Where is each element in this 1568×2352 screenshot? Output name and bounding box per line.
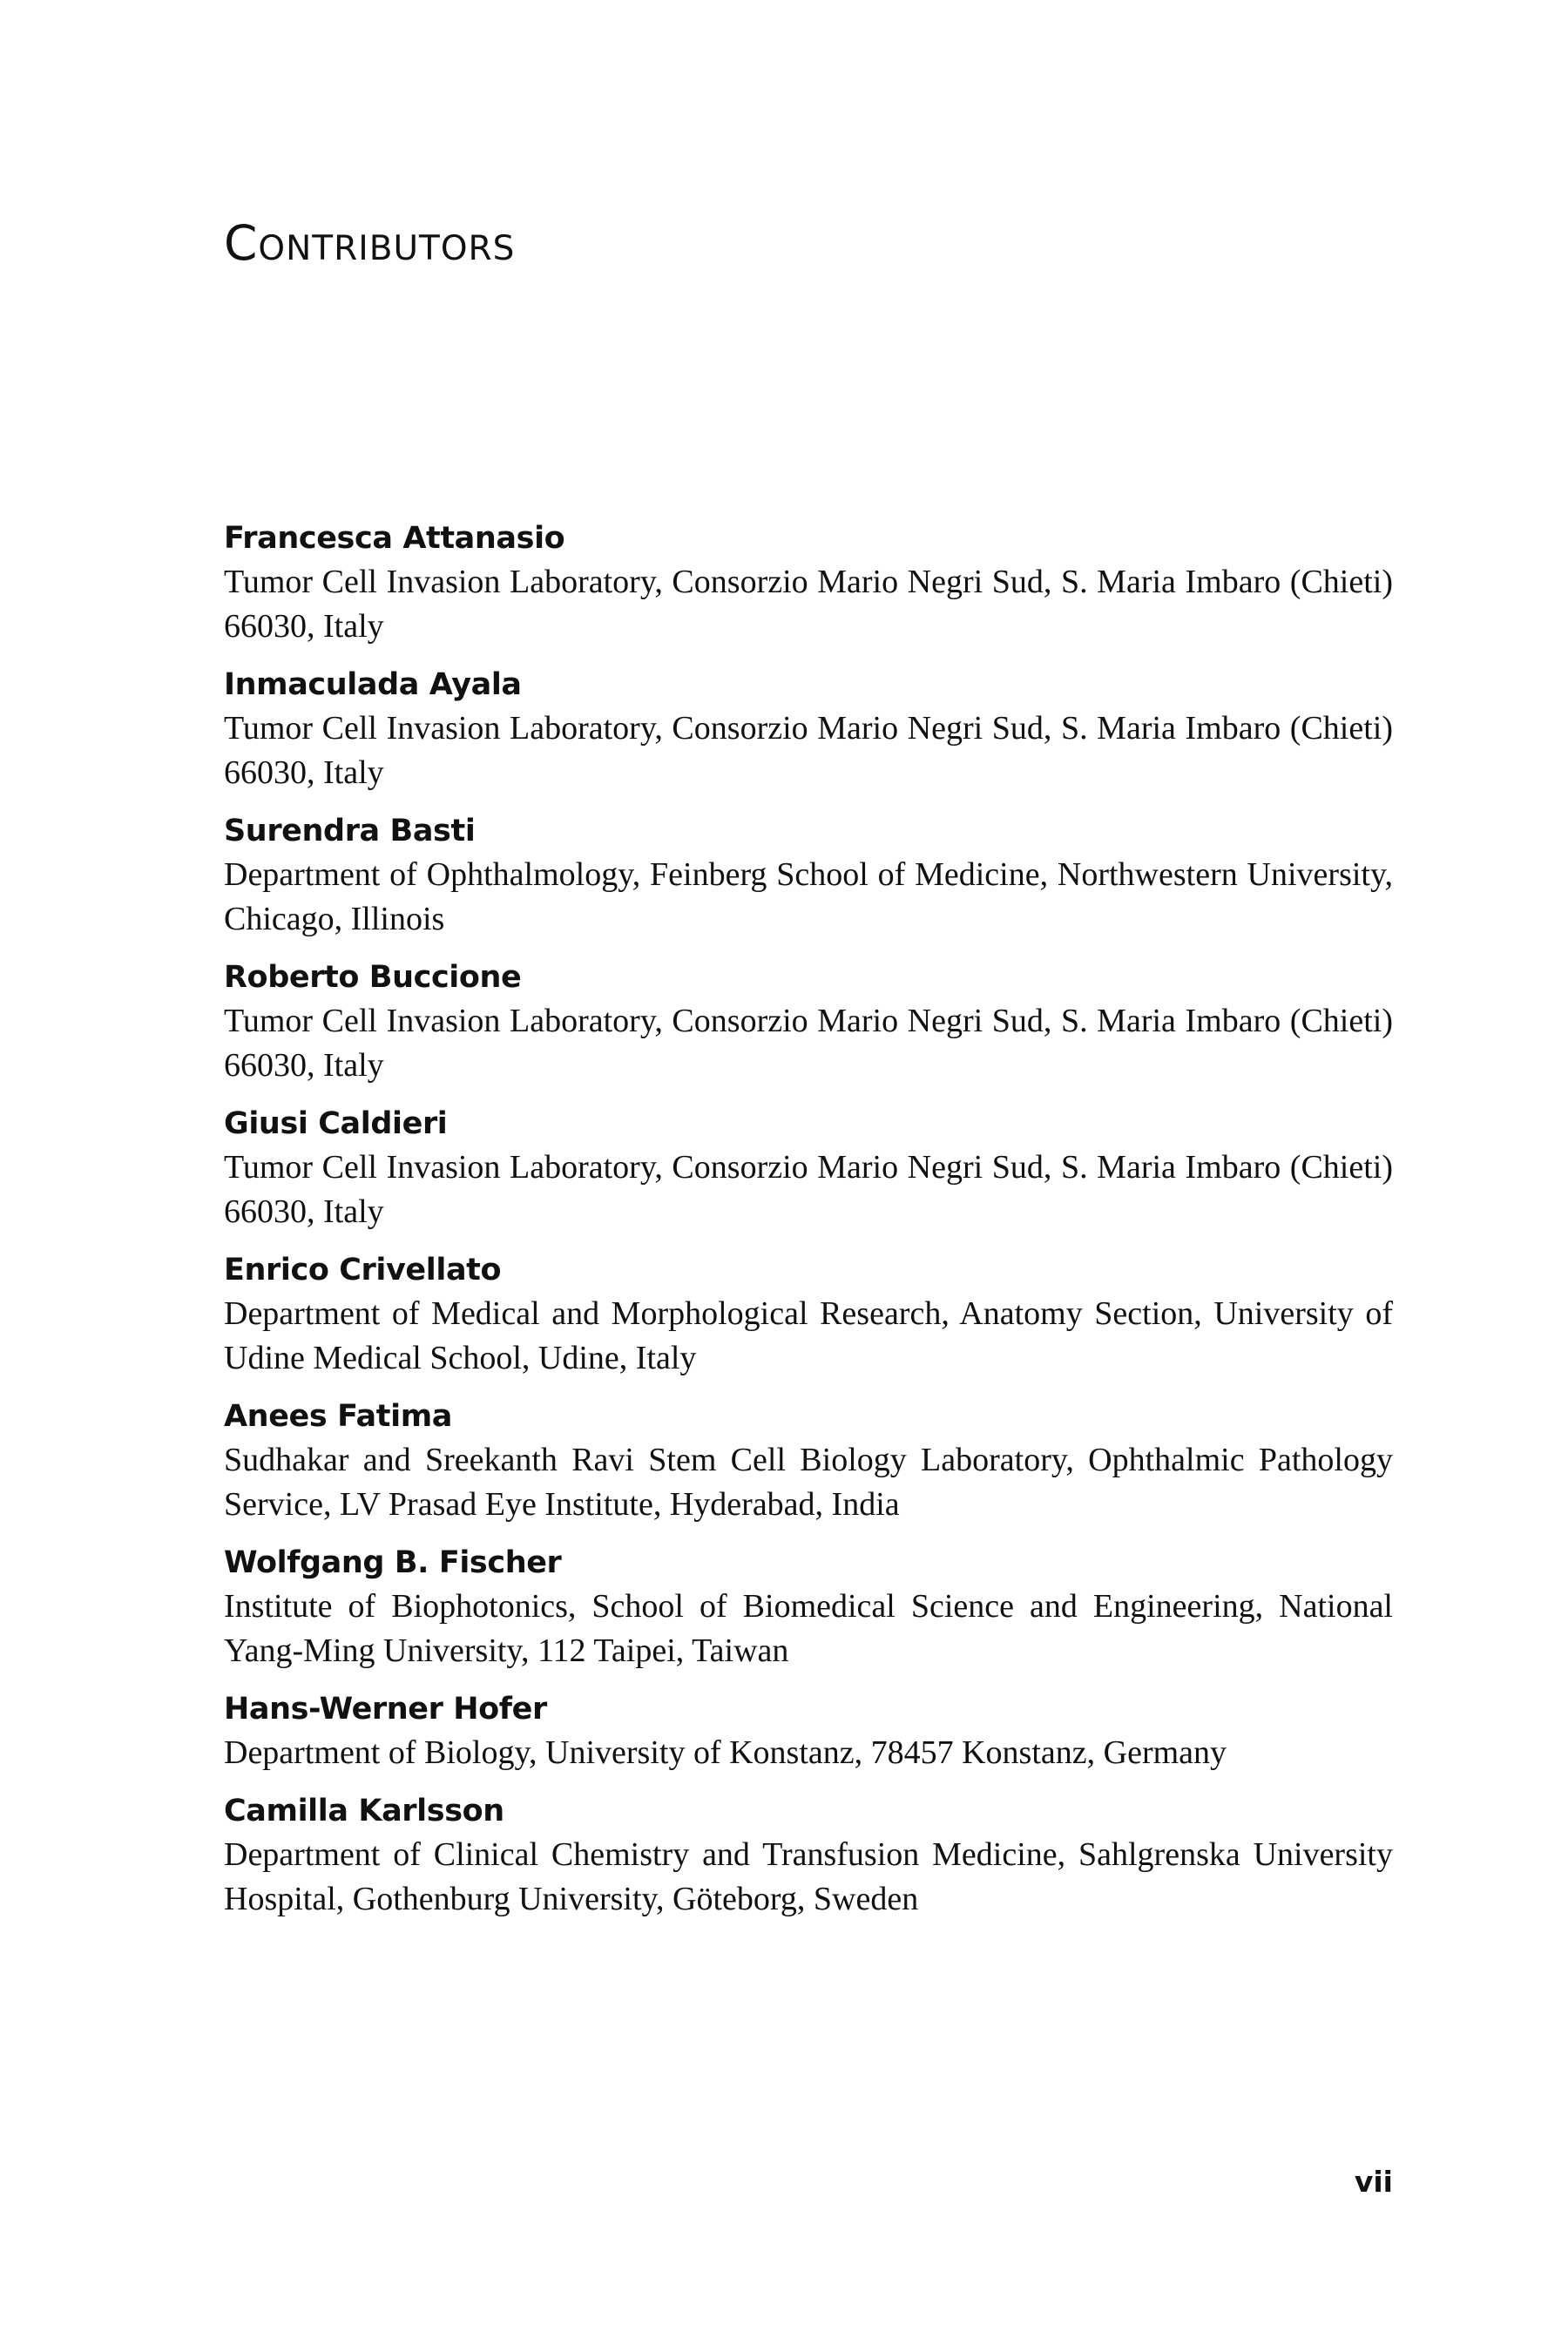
contributor-entry	[224, 517, 1393, 649]
contributor-affiliation: Department of Biology, University of Konstanz, 78457 Konstanz, Germany	[224, 1734, 1227, 1771]
contributor-affiliation: Tumor Cell Invasion Laboratory, Consorzio Mario Negri Sud, S. Maria Imbaro (Chieti) 66030, Italy	[224, 564, 1393, 645]
contributor-name: Anees Fatima	[224, 1399, 452, 1434]
contributor-entry	[224, 1396, 1393, 1527]
contributor-entry	[224, 1790, 1393, 1922]
page-number: vii	[1354, 2165, 1393, 2199]
contributor-entry	[224, 1249, 1393, 1381]
contributor-affiliation: Tumor Cell Invasion Laboratory, Consorzio Mario Negri Sud, S. Maria Imbaro (Chieti) 66030, Italy	[224, 710, 1393, 791]
contributor-affiliation: Institute of Biophotonics, School of Biomedical Science and Engineering, National Yang-Ming University, 112 Taipei, Taiwan	[224, 1588, 1393, 1669]
contributor-entry	[224, 1103, 1393, 1234]
contributor-name: Inmaculada Ayala	[224, 667, 522, 702]
contributor-entry	[224, 664, 1393, 795]
contributor-entry	[224, 1542, 1393, 1673]
page-title: Contributors	[224, 215, 516, 271]
contributor-name: Camilla Karlsson	[224, 1794, 504, 1828]
contributor-name: Enrico Crivellato	[224, 1253, 502, 1288]
contributor-affiliation: Tumor Cell Invasion Laboratory, Consorzio Mario Negri Sud, S. Maria Imbaro (Chieti) 66030, Italy	[224, 1003, 1393, 1084]
contributor-name: Hans-Werner Hofer	[224, 1692, 547, 1727]
contributor-affiliation: Department of Clinical Chemistry and Transfusion Medicine, Sahlgrenska University Hospital, Gothenburg University, Göteborg, Sweden	[224, 1836, 1393, 1917]
contributor-entry	[224, 810, 1393, 942]
contributor-name: Francesca Attanasio	[224, 521, 565, 556]
contributor-affiliation: Department of Medical and Morphological Research, Anatomy Section, University of Udine Medical School, Udine, Italy	[224, 1295, 1393, 1376]
contributor-affiliation: Tumor Cell Invasion Laboratory, Consorzio Mario Negri Sud, S. Maria Imbaro (Chieti) 66030, Italy	[224, 1149, 1393, 1230]
contributor-name: Surendra Basti	[224, 814, 476, 848]
contributor-affiliation: Department of Ophthalmology, Feinberg School of Medicine, Northwestern University, Chicago, Illinois	[224, 856, 1393, 937]
contributor-name: Giusi Caldieri	[224, 1106, 448, 1141]
contributor-list	[224, 517, 1393, 1936]
contributor-name: Wolfgang B. Fischer	[224, 1545, 562, 1580]
contributor-entry	[224, 1688, 1393, 1775]
contributor-entry	[224, 956, 1393, 1088]
contributor-affiliation: Sudhakar and Sreekanth Ravi Stem Cell Biology Laboratory, Ophthalmic Pathology Service, LV Prasad Eye Institute, Hyderabad, India	[224, 1442, 1393, 1523]
contributor-name: Roberto Buccione	[224, 960, 522, 995]
